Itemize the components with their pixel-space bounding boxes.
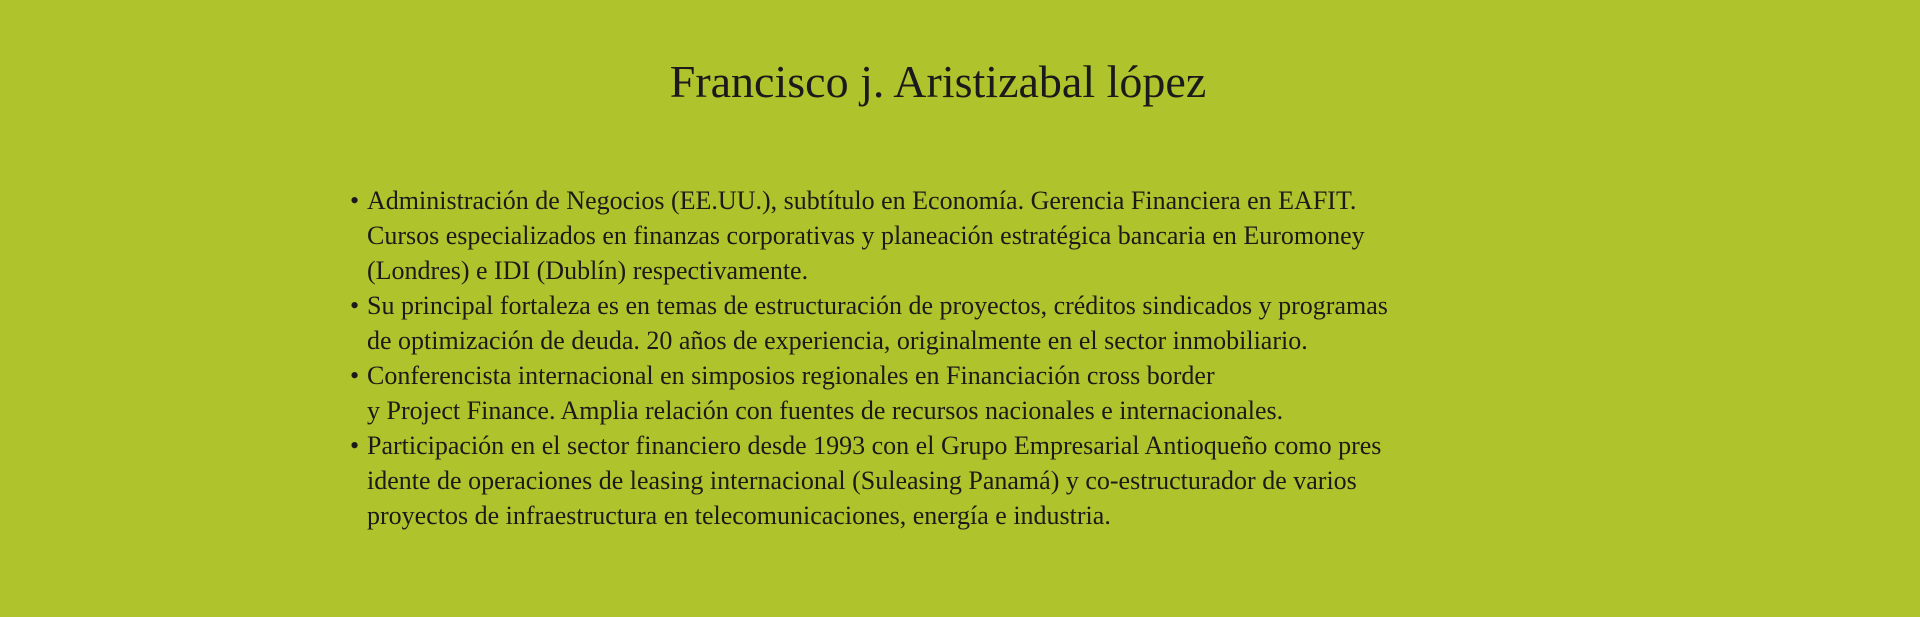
bio-line: idente de operaciones de leasing internacional (Suleasing Panamá) y co-estructurador de varios bbox=[367, 466, 1357, 495]
bullet-icon: • bbox=[350, 431, 360, 460]
bullet-icon: • bbox=[350, 291, 360, 320]
bio-line: Participación en el sector financiero desde 1993 con el Grupo Empresarial Antioqueño como pres bbox=[367, 431, 1382, 460]
bullet-icon: • bbox=[350, 361, 360, 390]
bullet-icon: • bbox=[350, 186, 360, 215]
bio-line: Administración de Negocios (EE.UU.), subtítulo en Economía. Gerencia Financiera en EAFIT. bbox=[367, 186, 1357, 215]
bio-item-education bbox=[350, 183, 1590, 288]
page-title: Francisco j. Aristizabal lópez bbox=[669, 56, 1207, 107]
bio-line: Cursos especializados en finanzas corporativas y planeación estratégica bancaria en Euromoney bbox=[367, 221, 1365, 250]
bio-line: y Project Finance. Amplia relación con fuentes de recursos nacionales e internacionales. bbox=[367, 396, 1284, 425]
bio-line: Conferencista internacional en simposios regionales en Financiación cross border bbox=[367, 361, 1215, 390]
bio-item-conferences bbox=[350, 358, 1590, 428]
bio-item-experience bbox=[350, 428, 1590, 533]
bio-list bbox=[350, 183, 1590, 533]
bio-line: proyectos de infraestructura en telecomunicaciones, energía e industria. bbox=[367, 501, 1111, 530]
bio-line: Su principal fortaleza es en temas de estructuración de proyectos, créditos sindicados y programas bbox=[367, 291, 1388, 320]
bio-item-strengths bbox=[350, 288, 1590, 358]
bio-line: de optimización de deuda. 20 años de experiencia, originalmente en el sector inmobiliario. bbox=[367, 326, 1308, 355]
bio-line: (Londres) e IDI (Dublín) respectivamente. bbox=[367, 256, 809, 285]
